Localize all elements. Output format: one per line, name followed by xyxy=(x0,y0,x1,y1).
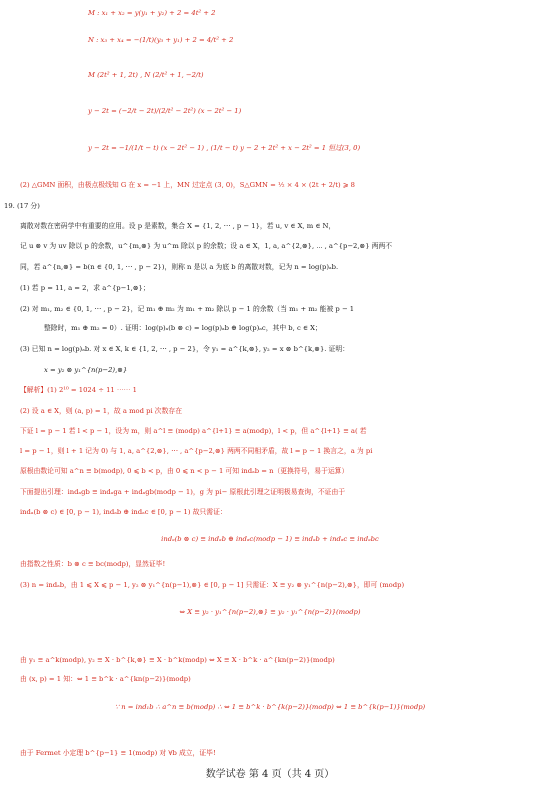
analysis-11-equation: ⇔ X ≡ y₂ · y₁^{n(p−2),⊗} ≡ y₂ · y₁^{n(p−2)}(modp) xyxy=(179,608,361,616)
analysis-7: indₐ(b ⊗ c) ∈ [0, p − 1), indₐb ⊕ indₐc ∈ [0, p − 1) 故只需证： xyxy=(20,508,227,516)
analysis-5: 原根由数论可知 a^n ≡ b(modp), 0 ⩽ b < p，由 0 ⩽ n < p − 1 可知 indₐb = n（更换符号，易于运算） xyxy=(20,467,349,475)
question-3-line1: (3) 已知 n = log(p)ₐb. 对 x ∈ X, k ∈ {1, 2, ⋯ , p − 2}，令 y₁ = a^{k,⊗}, y₂ = x ⊗ b^{k,⊗}. 证明： xyxy=(20,345,350,353)
analysis-9: 由指数之性质：b ⊗ c ≡ bc(modp)，显然证毕! xyxy=(20,560,166,568)
analysis-13: 由 (x, p) = 1 知：⇔ 1 ≡ b^k · a^{kn(p−2)}(modp) xyxy=(20,675,191,683)
page-footer: 数学试卷 第 4 页（共 4 页） xyxy=(205,769,335,780)
analysis-2: (2) 设 a ∈ X，则 (a, p) = 1，故 a mod pi 次数存在 xyxy=(20,407,182,415)
analysis-10: (3) n = indₐb，由 1 ⩽ X ⩽ p − 1, y₂ ⊗ y₁^{n(p−1),⊗} ∈ [0, p − 1] 只需证：X ≡ y₂ ⊗ y₁^{n(p−2),⊗}，即可 (modp) xyxy=(20,581,405,589)
line-mn-points: M (2t² + 1, 2t) , N (2/t² + 1, −2/t) xyxy=(88,71,204,79)
line-n: N : x₃ + x₄ = −(1/t)(y₃ + y₁) + 2 = 4/t² + 2 xyxy=(88,36,234,44)
analysis-14-equation: ∵ n = ind₁b ∴ a^n ≡ b(modp) ∴ ⇔ 1 ≡ b^k · b^{k(p−2)}(modp) ⇔ 1 ≡ b^{k(p−1)}(modp) xyxy=(114,703,426,711)
question-3-line2: x = y₂ ⊗ y₁^{n(p−2),⊗} xyxy=(44,366,128,374)
analysis-3: 下证 l = p − 1 若 l < p − 1，设为 m，则 a^l ≡ (modp) a^{l+1} ≡ a(modp)，l < p，但 a^{l+1} ≡ a( 若 xyxy=(20,427,367,435)
line-slope: y − 2t = (−2/t − 2t)/(2/t² − 2t²) (x − 2t² − 1) xyxy=(88,107,242,115)
part2-area: (2) △GMN 面积，由极点极线知 G 在 x = −1 上，MN 过定点 (3, 0)，S△GMN = ½ × 4 × (2t + 2/t) ⩾ 8 xyxy=(20,181,355,189)
problem-header: 19. (17 分) xyxy=(4,202,40,210)
problem-intro-2: 记 u ⊗ v 为 uv 除以 p 的余数，u^{m,⊗} 为 u^m 除以 p 的余数；设 a ∈ X，1, a, a^{2,⊗}, ⋯ , a^{p−2,⊗} 两两不 xyxy=(20,242,393,250)
question-2-line1: (2) 对 m₁, m₂ ∈ {0, 1, ⋯ , p − 2}，记 m₁ ⊕ m₂ 为 m₁ + m₂ 除以 p − 1 的余数（当 m₁ + m₂ 能被 p − 1 xyxy=(20,305,355,313)
question-2-line2: 整除时，m₁ ⊕ m₂ = 0）. 证明：log(p)ₐ(b ⊗ c) = log(p)ₐb ⊕ log(p)ₐc，其中 b, c ∈ X； xyxy=(44,324,322,332)
analysis-15: 由于 Fermet 小定理 b^{p−1} ≡ 1(modp) 对 ∀b 成立，证毕! xyxy=(20,749,216,757)
problem-intro-3: 同，若 a^{n,⊗} = b(n ∈ {0, 1, ⋯ , p − 2})，则称 n 是以 a 为底 b 的离散对数，记为 n = log(p)ₐb. xyxy=(20,263,339,271)
question-1: (1) 若 p = 11, a = 2，求 a^{p−1,⊗}； xyxy=(20,284,150,292)
analysis-6: 下面提出引理：indₐgb ≡ indₐga + indₐgb(modp − 1)，g 为 pi− 原根此引理之证明极易查询，不证由于 xyxy=(20,488,346,496)
analysis-8-equation: indₐ(b ⊗ c) ≡ indₐb ⊕ indₐc(modp − 1) ≡ indₐb + indₐc ≡ indₐbc xyxy=(161,535,379,543)
analysis-1: 【解析】(1) 2¹⁰ = 1024 ÷ 11 ⋯⋯ 1 xyxy=(20,386,137,394)
line-m: M : x₁ + x₂ = y(y₁ + y₂) + 2 = 4t² + 2 xyxy=(88,9,216,17)
line-final: y − 2t = −1/(1/t − t) (x − 2t² − 1) , (1/t − t) y − 2 + 2t² + x − 2t² = 1 恒过(3, 0) xyxy=(88,144,361,152)
analysis-4: l = p − 1，则 l + 1 记为 0) 与 1, a, a^{2,⊗}, ⋯ , a^{p−2,⊗} 两两不同相矛盾，故 l = p − 1 换言之，a 为 pi xyxy=(20,447,373,455)
analysis-12: 由 y₁ ≡ a^k(modp), y₂ ≡ X · b^{k,⊗} ≡ X · b^k(modp) ⇔ X ≡ X · b^k · a^{kn(p−2)}(modp) xyxy=(20,656,335,664)
problem-intro-1: 离散对数在密码学中有重要的应用。设 p 是素数，集合 X = {1, 2, ⋯ , p − 1}，若 u, v ∈ X, m ∈ N， xyxy=(20,222,336,230)
